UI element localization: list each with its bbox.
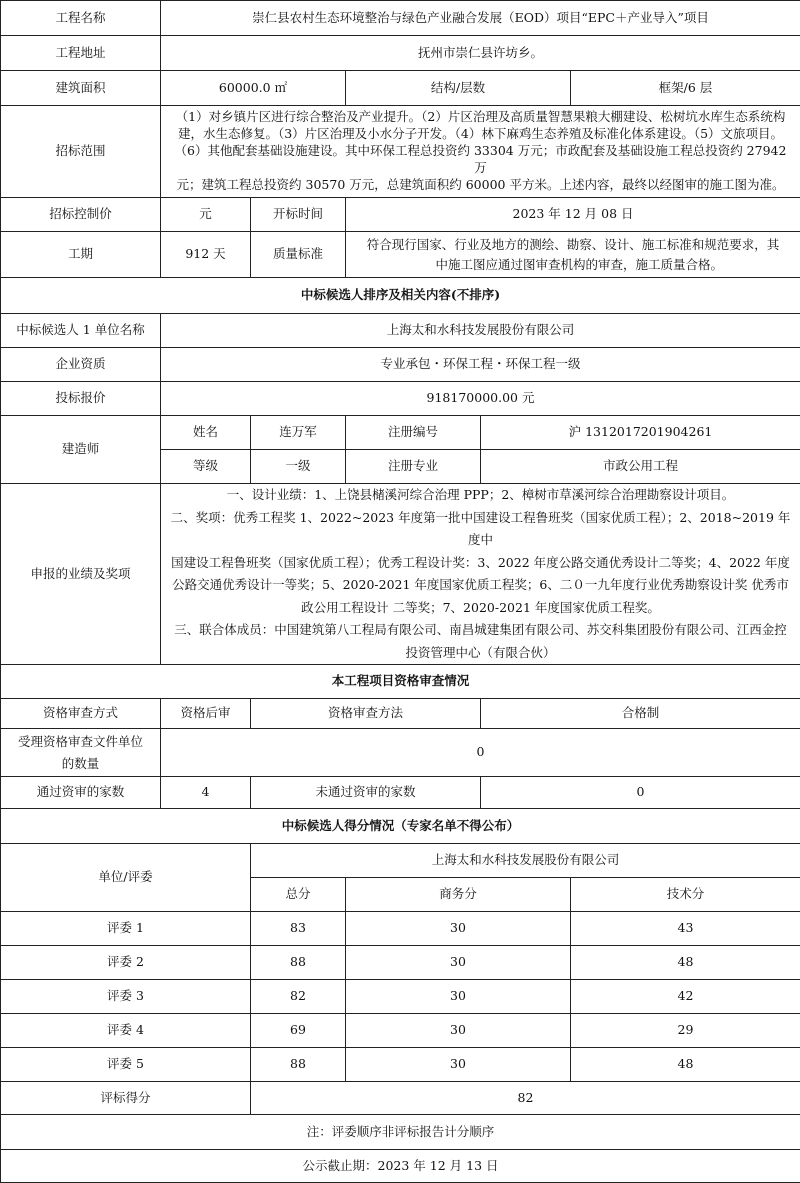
performance-line: 政公用工程设计 二等奖；7、2020-2021 年度国家优质工程奖。 xyxy=(167,597,794,620)
performance-label: 申报的业绩及奖项 xyxy=(1,484,161,665)
table-row xyxy=(1,912,800,946)
scope-line: 元；建筑工程总投资约 30570 万元，总建筑面积约 60000 平方米。上述内容，最终以经图审的施工图为准。 xyxy=(167,177,794,194)
accepted-label-line: 的数量 xyxy=(7,753,154,775)
qualification-value: 专业承包・环保工程・环保工程一级 xyxy=(161,348,800,382)
bid-open-value: 2023 年 12 月 08 日 xyxy=(346,198,800,232)
review-method-label: 资格审查方法 xyxy=(251,699,481,729)
scope-text xyxy=(161,106,800,198)
builder-name-label: 姓名 xyxy=(161,416,251,450)
col-business-header: 商务分 xyxy=(346,878,571,912)
period-value: 912 天 xyxy=(161,232,251,278)
bid-open-label: 开标时间 xyxy=(251,198,346,232)
table-row xyxy=(1,980,800,1014)
row-passed-count xyxy=(1,777,800,809)
row-deadline xyxy=(1,1150,800,1183)
failed-count: 0 xyxy=(481,777,800,809)
total-score: 69 xyxy=(251,1014,346,1048)
quality-label: 质量标准 xyxy=(251,232,346,278)
builder-label: 建造师 xyxy=(1,416,161,484)
business-score: 30 xyxy=(346,1014,571,1048)
candidate-unit-label: 中标候选人 1 单位名称 xyxy=(1,314,161,348)
judge-name: 评委 2 xyxy=(1,946,251,980)
col-tech-header: 技术分 xyxy=(571,878,800,912)
quality-line: 中施工图应通过图审查机构的审查，施工质量合格。 xyxy=(352,255,794,275)
project-address-label: 工程地址 xyxy=(1,36,161,71)
performance-line: 公路交通优秀设计一等奖；5、2020-2021 年度国家优质工程奖；6、二０一九年度行业优秀勘察设计奖 优秀市 xyxy=(167,574,794,597)
builder-level-label: 等级 xyxy=(161,450,251,484)
reg-major-label: 注册专业 xyxy=(346,450,481,484)
scope-line: （1）对乡镇片区进行综合整治及产业提升。（2）片区治理及高质量智慧果粮大棚建设、松树坑水库生态系统构 xyxy=(167,109,794,126)
row-project-name xyxy=(1,1,800,36)
project-address: 抚州市崇仁县许坊乡。 xyxy=(161,36,800,71)
scope-line: 建，水生态修复。（3）片区治理及小水分子开发。（4）林下麻鸡生态养殖及标准化体系建设。（5）文旅项目。 xyxy=(167,126,794,143)
project-name: 崇仁县农村生态环境整治与绿色产业融合发展（EOD）项目“EPC＋产业导入”项目 xyxy=(161,1,800,36)
candidate-section-title: 中标候选人排序及相关内容(不排序) xyxy=(1,278,800,314)
quality-text xyxy=(346,232,800,278)
col-total-header: 总分 xyxy=(251,878,346,912)
performance-line: 一、设计业绩：1、上饶县槠溪河综合治理 PPP；2、樟树市草溪河综合治理勘察设计项目。 xyxy=(167,484,794,507)
reg-no: 沪 1312017201904261 xyxy=(481,416,800,450)
tech-score: 48 xyxy=(571,1048,800,1082)
scores-unit-header: 单位/评委 xyxy=(1,844,251,912)
structure-label: 结构/层数 xyxy=(346,71,571,106)
scope-label: 招标范围 xyxy=(1,106,161,198)
business-score: 30 xyxy=(346,946,571,980)
row-building-area xyxy=(1,71,800,106)
passed-count: 4 xyxy=(161,777,251,809)
business-score: 30 xyxy=(346,1048,571,1082)
row-control-price xyxy=(1,198,800,232)
row-bid-scope xyxy=(1,106,800,198)
review-mode: 资格后审 xyxy=(161,699,251,729)
review-method: 合格制 xyxy=(481,699,800,729)
row-accepted-count xyxy=(1,729,800,777)
builder-name: 连万军 xyxy=(251,416,346,450)
area-value: 60000.0 ㎡ xyxy=(161,71,346,106)
footer-note: 注：评委顺序非评标报告计分顺序 xyxy=(1,1115,800,1150)
tech-score: 48 xyxy=(571,946,800,980)
performance-line: 三、联合体成员：中国建筑第八工程局有限公司、南昌城建集团有限公司、苏交科集团股份有限公司、江西金控 xyxy=(167,619,794,642)
structure-value: 框架/6 层 xyxy=(571,71,800,106)
row-candidate-title xyxy=(1,278,800,314)
row-scores-company xyxy=(1,844,800,878)
accepted-count-label xyxy=(1,729,161,777)
final-score-label: 评标得分 xyxy=(1,1082,251,1115)
row-period xyxy=(1,232,800,278)
tech-score: 43 xyxy=(571,912,800,946)
row-project-address xyxy=(1,36,800,71)
total-score: 82 xyxy=(251,980,346,1014)
accepted-count: 0 xyxy=(161,729,800,777)
period-label: 工期 xyxy=(1,232,161,278)
qualification-section-title: 本工程项目资格审查情况 xyxy=(1,665,800,699)
scores-section-title: 中标候选人得分情况（专家名单不得公布） xyxy=(1,809,800,844)
row-scores-title xyxy=(1,809,800,844)
publication-deadline: 公示截止期：2023 年 12 月 13 日 xyxy=(1,1150,800,1183)
row-candidate-unit xyxy=(1,314,800,348)
row-qualification-title xyxy=(1,665,800,699)
scores-company: 上海太和水科技发展股份有限公司 xyxy=(251,844,800,878)
total-score: 83 xyxy=(251,912,346,946)
performance-line: 投资管理中心（有限合伙） xyxy=(167,642,794,665)
performance-line: 二、奖项：优秀工程奖 1、2022~2023 年度第一批中国建设工程鲁班奖（国家优质工程）；2、2018~2019 年度中 xyxy=(167,507,794,552)
judge-name: 评委 5 xyxy=(1,1048,251,1082)
judge-name: 评委 4 xyxy=(1,1014,251,1048)
total-score: 88 xyxy=(251,946,346,980)
failed-count-label: 未通过资审的家数 xyxy=(251,777,481,809)
bid-price-value: 918170000.00 元 xyxy=(161,382,800,416)
accepted-label-line: 受理资格审查文件单位 xyxy=(7,731,154,753)
reg-major: 市政公用工程 xyxy=(481,450,800,484)
tech-score: 29 xyxy=(571,1014,800,1048)
total-score: 88 xyxy=(251,1048,346,1082)
builder-level: 一级 xyxy=(251,450,346,484)
table-row xyxy=(1,1048,800,1082)
control-price-label: 招标控制价 xyxy=(1,198,161,232)
tech-score: 42 xyxy=(571,980,800,1014)
control-price-value: 元 xyxy=(161,198,251,232)
reg-no-label: 注册编号 xyxy=(346,416,481,450)
row-builder-1 xyxy=(1,416,800,450)
row-performance xyxy=(1,484,800,665)
performance-text xyxy=(161,484,800,665)
review-mode-label: 资格审查方式 xyxy=(1,699,161,729)
table-row xyxy=(1,1014,800,1048)
project-name-label: 工程名称 xyxy=(1,1,161,36)
candidate-unit: 上海太和水科技发展股份有限公司 xyxy=(161,314,800,348)
business-score: 30 xyxy=(346,912,571,946)
row-note xyxy=(1,1115,800,1150)
row-final-score xyxy=(1,1082,800,1115)
table-row xyxy=(1,946,800,980)
quality-line: 符合现行国家、行业及地方的测绘、勘察、设计、施工标准和规范要求，其 xyxy=(352,235,794,255)
judge-name: 评委 1 xyxy=(1,912,251,946)
area-label: 建筑面积 xyxy=(1,71,161,106)
performance-line: 国建设工程鲁班奖（国家优质工程）；优秀工程设计奖：3、2022 年度公路交通优秀设计二等奖；4、2022 年度 xyxy=(167,552,794,575)
bid-price-label: 投标报价 xyxy=(1,382,161,416)
scope-line: （6）其他配套基础设施建设。其中环保工程总投资约 33304 万元；市政配套及基础设施工程总投资约 27942 万 xyxy=(167,143,794,177)
final-score: 82 xyxy=(251,1082,800,1115)
row-review-mode xyxy=(1,699,800,729)
row-bid-price xyxy=(1,382,800,416)
business-score: 30 xyxy=(346,980,571,1014)
judge-name: 评委 3 xyxy=(1,980,251,1014)
passed-count-label: 通过资审的家数 xyxy=(1,777,161,809)
qualification-label: 企业资质 xyxy=(1,348,161,382)
row-candidate-qualification xyxy=(1,348,800,382)
